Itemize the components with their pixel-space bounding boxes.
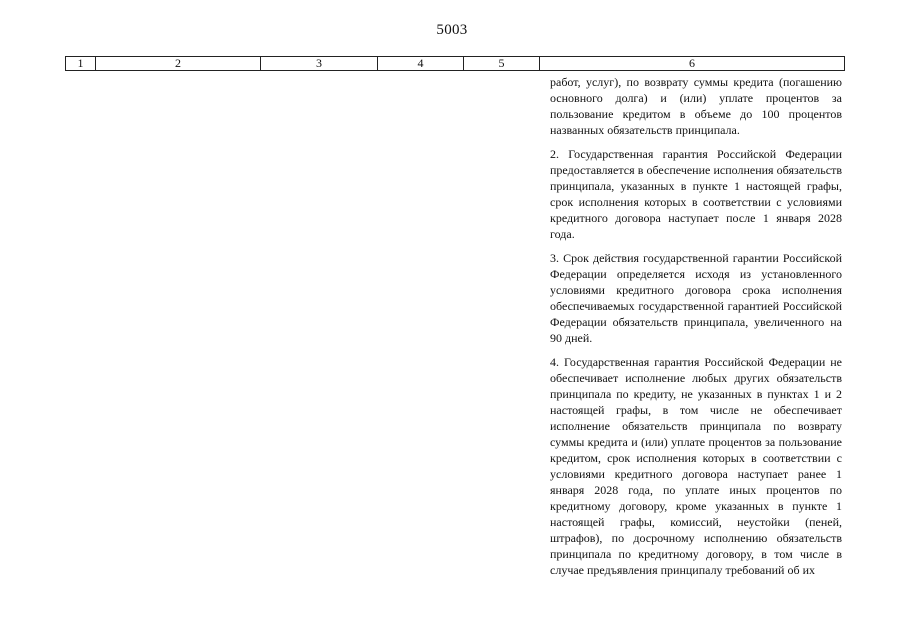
paragraph-continuation: работ, услуг), по возврату суммы кредита (погашению основного долга) и (или) уплате процентов за пользование кредитом в объеме до 100 процентов названных обязательств принципала. bbox=[550, 75, 842, 137]
table-header-col-4: 4 bbox=[378, 57, 464, 70]
paragraph-4: 4. Государственная гарантия Российской Федерации не обеспечивает исполнение любых других обязательств принципала по кредиту, не указанных в пунктах 1 и 2 настоящей графы, в том числе не обеспечивает исполнение обязательств принципала по возврату суммы кредита и (или) уплате процентов за пользование кредитом, срок исполнения которых в соответствии с условиями кредитного договора наступает ранее 1 января 2028 года, по уплате иных процентов по кредитному договору, кроме указанных в пункте 1 настоящей графы, комиссий, неустойки (пеней, штрафов), по досрочному исполнению обязательств принципала по кредитному договору, в том числе в случае предъявления принципалу требований об их bbox=[550, 355, 842, 577]
table-header-col-2: 2 bbox=[96, 57, 261, 70]
table-header-col-3: 3 bbox=[261, 57, 378, 70]
table-header-col-5: 5 bbox=[464, 57, 540, 70]
page-number: 5003 bbox=[436, 22, 468, 38]
table-header-col-6: 6 bbox=[689, 56, 695, 70]
table-header-row bbox=[65, 56, 845, 71]
table-header-col-1: 1 bbox=[66, 57, 96, 70]
column-6-text bbox=[550, 74, 842, 586]
paragraph-3: 3. Срок действия государственной гарантии Российской Федерации определяется исходя из установленного условиями кредитного договора срока исполнения обеспечиваемых государственной гарантией Российской Федерации обязательств принципала, увеличенного на 90 дней. bbox=[550, 251, 842, 345]
paragraph-2: 2. Государственная гарантия Российской Федерации предоставляется в обеспечение исполнения обязательств принципала, указанных в пункте 1 настоящей графы, срок исполнения которых в соответствии с условиями кредитного договора наступает после 1 января 2028 года. bbox=[550, 147, 842, 241]
